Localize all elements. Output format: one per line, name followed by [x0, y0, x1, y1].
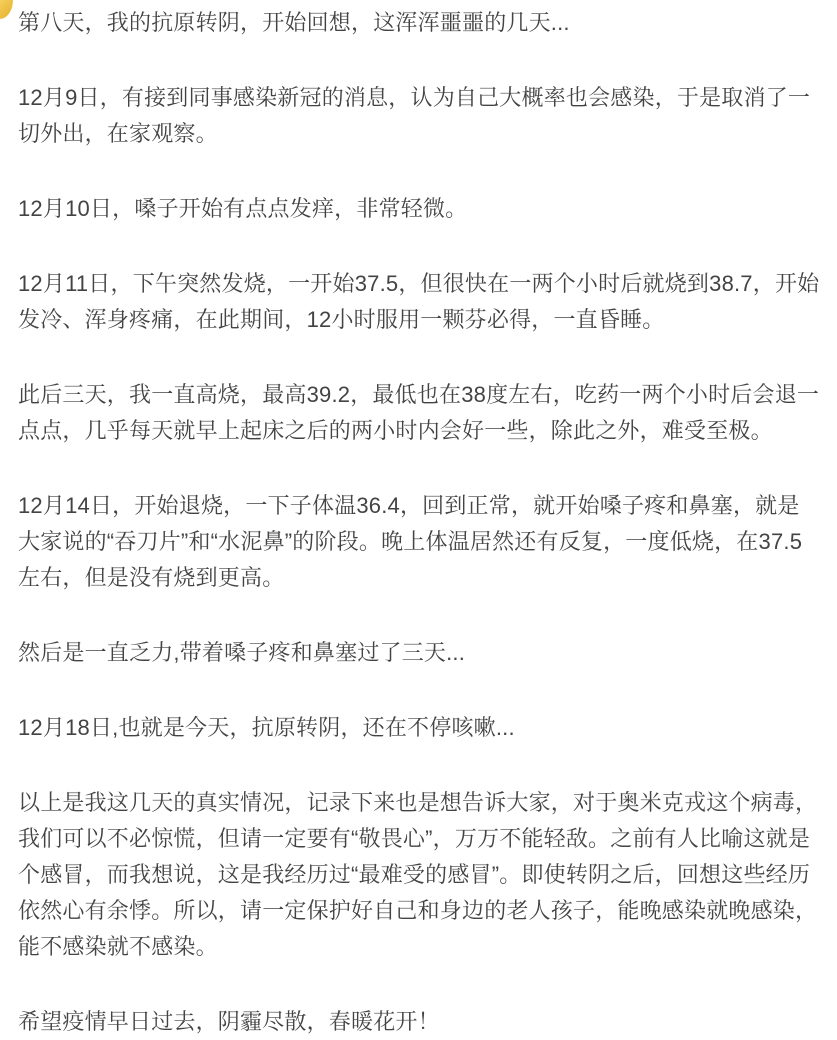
article-paragraph: 希望疫情早日过去，阴霾尽散，春暖花开！	[18, 1009, 440, 1034]
article-paragraph: 12月18日,也就是今天，抗原转阴，还在不停咳嗽...	[18, 715, 515, 740]
article-paragraph: 12月10日，嗓子开始有点点发痒，非常轻微。	[18, 196, 468, 221]
article-paragraph: 12月11日，下午突然发烧，一开始37.5，但很快在一两个小时后就烧到38.7，开始发冷、浑身疼痛，在此期间，12小时服用一颗芬必得，一直昏睡。	[18, 271, 820, 332]
article-paragraph: 然后是一直乏力,带着嗓子疼和鼻塞过了三天...	[18, 640, 466, 665]
article-paragraph: 第八天，我的抗原转阴，开始回想，这浑浑噩噩的几天...	[18, 10, 570, 35]
article-paragraph: 12月14日，开始退烧，一下子体温36.4，回到正常，就开始嗓子疼和鼻塞，就是大家说的“吞刀片”和“水泥鼻”的阶段。晚上体温居然还有反复，一度低烧，在37.5左右，但是没有烧到更高。	[18, 493, 803, 590]
article-paragraph: 此后三天，我一直高烧，最高39.2，最低也在38度左右，吃药一两个小时后会退一点点，几乎每天就早上起床之后的两小时内会好一些，除此之外，难受至极。	[18, 382, 820, 443]
article-paragraph: 以上是我这几天的真实情况，记录下来也是想告诉大家，对于奥米克戎这个病毒，我们可以不必惊慌，但请一定要有“敬畏心”，万万不能轻敌。之前有人比喻这就是个感冒，而我想说，这是我经历过“最难受的感冒”。即使转阴之后，回想这些经历依然心有余悸。所以，请一定保护好自己和身边的老人孩子，能晚感染就晚感染，能不感染就不感染。	[18, 790, 818, 959]
article-paragraph: 12月9日，有接到同事感染新冠的消息，认为自己大概率也会感染，于是取消了一切外出，在家观察。	[18, 85, 811, 146]
